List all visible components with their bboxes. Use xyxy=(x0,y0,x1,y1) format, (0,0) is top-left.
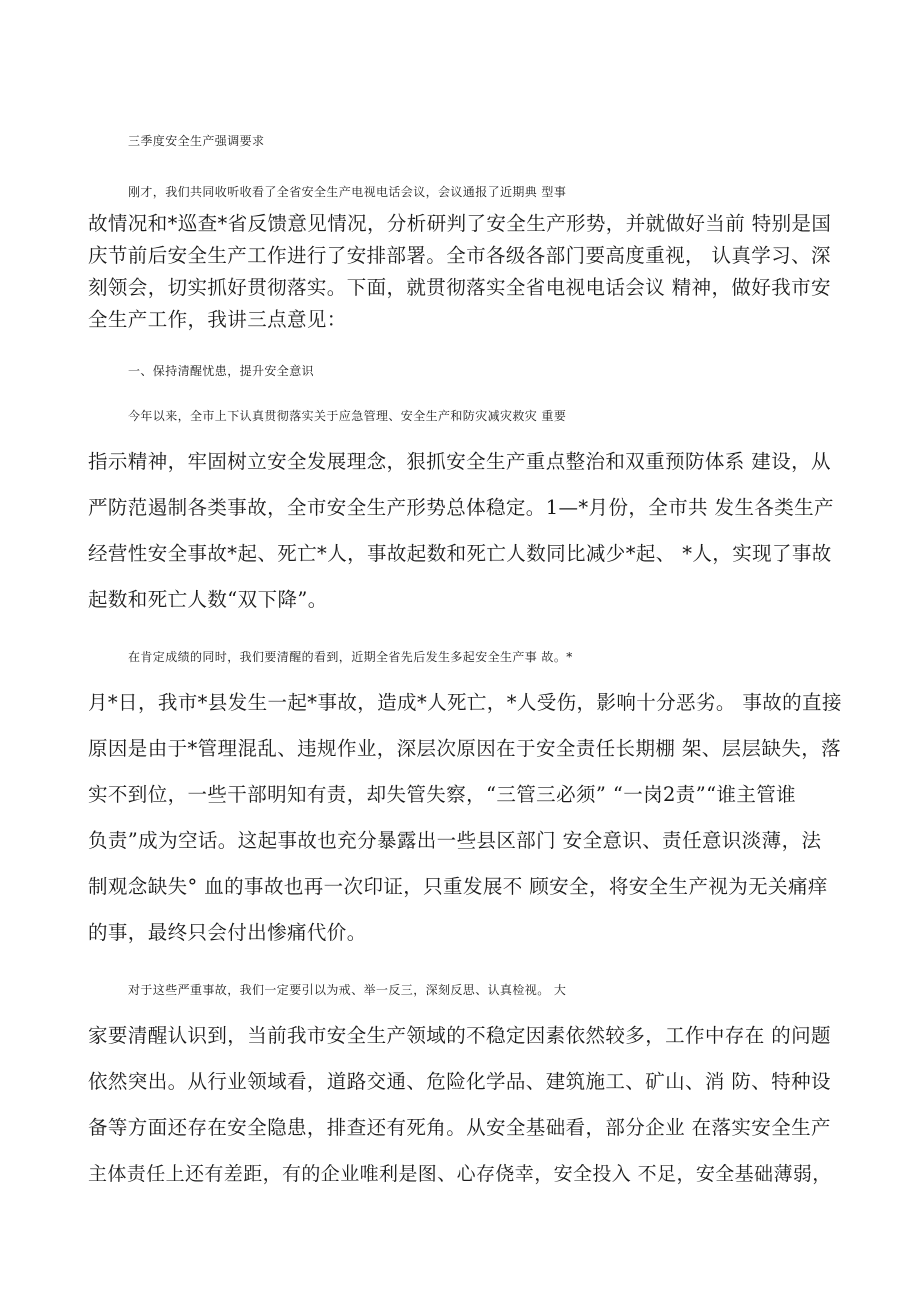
intro-line: 庆节前后安全生产工作进行了安排部署。全市各级各部门要高度重视， 认真学习、深 xyxy=(88,244,831,267)
paragraph-line: 严防范遏制各类事故，全市安全生产形势总体稳定。1—*月份，全市共 发生各类生产 xyxy=(88,496,834,519)
paragraph-line: 负责”成为空话。这起事故也充分暴露出一些县区部门 安全意识、责任意识淡薄，法 xyxy=(88,829,822,852)
paragraph-line: 月*日，我市*县发生一起*事故，造成*人死亡，*人受伤，影响十分恶劣。 事故的直接 xyxy=(88,691,842,714)
paragraph-line: 指示精神，牢固树立安全发展理念，狠抓安全生产重点整治和双重预防体系 建设，从 xyxy=(88,450,831,473)
paragraph-line: 的事，最终只会付出惨痛代价。 xyxy=(88,921,367,944)
paragraph-line: 家要清醒认识到，当前我市安全生产领域的不稳定因素依然较多，工作中存在 的问题 xyxy=(88,1024,831,1047)
intro-line: 刻领会，切实抓好贯彻落实。下面，就贯彻落实全省电视电话会议 精神，做好我市安 xyxy=(88,276,831,299)
paragraph-line: 主体责任上还有差距，有的企业唯利是图、心存侥幸，安全投入 不足，安全基础薄弱， xyxy=(88,1163,832,1185)
paragraph-line: 对于这些严重事故，我们一定要引以为戒、举一反三，深刻反思、认真检视。 大 xyxy=(128,983,567,997)
paragraph-line: 在肯定成绩的同时，我们要清醒的看到，近期全省先后发生多起安全生产事 故。* xyxy=(128,650,573,664)
intro-line: 故情况和*巡查*省反馈意见情况，分析研判了安全生产形势，并就做好当前 特别是国 xyxy=(88,212,832,235)
document-title: 三季度安全生产强调要求 xyxy=(128,134,265,148)
paragraph-line: 依然突出。从行业领域看，道路交通、危险化学品、建筑施工、矿山、消 防、特种设 xyxy=(88,1070,831,1093)
paragraph-line: 备等方面还存在安全隐患，排查还有死角。从安全基础看，部分企业 在落实安全生产 xyxy=(88,1116,831,1139)
intro-line: 刚才，我们共同收听收看了全省安全生产电视电话会议，会议通报了近期典 型事 xyxy=(128,185,567,199)
paragraph-line: 原因是由于*管理混乱、违规作业，深层次原因在于安全责任长期棚 架、层层缺失，落 xyxy=(88,737,842,760)
intro-line: 全生产工作，我讲三点意见： xyxy=(88,308,347,331)
paragraph-line: 起数和死亡人数“双下降”。 xyxy=(88,588,328,611)
paragraph-line: 经营性安全事故*起、死亡*人，事故起数和死亡人数同比减少*起、 *人，实现了事故 xyxy=(88,542,832,565)
paragraph-line: 实不到位，一些干部明知有责，却失管失察，“三管三必须” “一岗2责”“谁主管谁 xyxy=(88,783,797,806)
paragraph-line: 今年以来，全市上下认真贯彻落实关于应急管理、安全生产和防灾减灾救灾 重要 xyxy=(128,409,567,423)
section-heading: 一、保持清醒忧患，提升安全意识 xyxy=(128,364,315,378)
paragraph-line: 制观念缺失° 血的事故也再一次印证，只重发展不 顾安全，将安全生产视为无关痛痒 xyxy=(88,875,828,898)
